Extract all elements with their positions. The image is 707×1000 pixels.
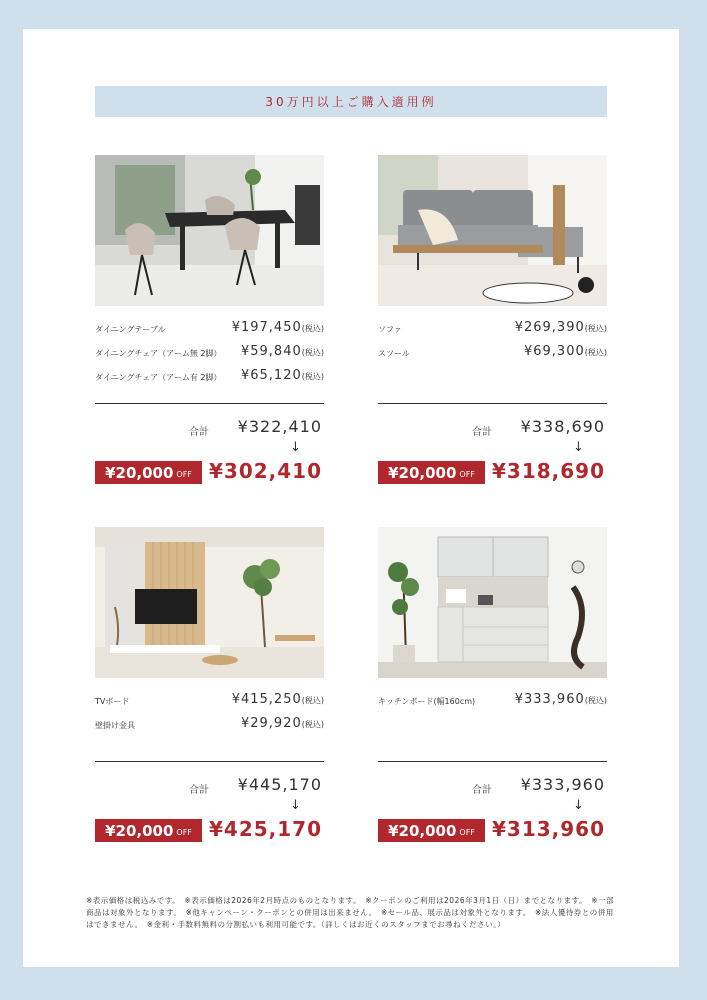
product-card-dining: [95, 155, 324, 483]
section-banner: [95, 86, 607, 117]
item-list: [95, 318, 324, 390]
divider: [95, 403, 324, 404]
coupon-amount: ¥20,000: [388, 463, 457, 482]
product-card-kitchenboard: [378, 527, 607, 841]
total-price: ¥333,960: [520, 775, 605, 794]
total-label: 合計: [472, 427, 492, 438]
dining-photo: [95, 155, 324, 306]
item-tax: (税込): [584, 324, 607, 333]
item-tax: (税込): [301, 348, 324, 357]
total-row: [378, 775, 607, 795]
total-label: 合計: [189, 785, 209, 796]
coupon-badge: [378, 819, 485, 842]
item-list: [95, 690, 324, 738]
list-item: [95, 318, 324, 342]
item-tax: (税込): [584, 348, 607, 357]
flyer-page: [23, 29, 679, 967]
list-item: [95, 714, 324, 738]
item-price-group: [515, 320, 607, 335]
final-price: ¥313,960: [491, 817, 605, 841]
item-name: ダイニングテーブル: [95, 325, 166, 334]
list-item: [95, 366, 324, 390]
item-name: ダイニングチェア（アーム有 2脚）: [95, 373, 222, 382]
item-price-group: [232, 320, 324, 335]
final-price: ¥425,170: [208, 817, 322, 841]
final-price: ¥302,410: [208, 459, 322, 483]
coupon-badge: [378, 461, 485, 484]
total-label: 合計: [472, 785, 492, 796]
coupon-off: OFF: [459, 827, 475, 837]
product-card-tvboard: [95, 527, 324, 841]
item-price-group: [241, 368, 324, 383]
item-name: ソファ: [378, 325, 402, 334]
item-price-group: [241, 344, 324, 359]
item-name: 壁掛け金具: [95, 721, 135, 730]
item-price-group: [241, 716, 324, 731]
item-tax: (税込): [301, 324, 324, 333]
total-row: [95, 775, 324, 795]
item-name: TVボード: [95, 697, 130, 706]
total-label: 合計: [189, 427, 209, 438]
final-price: ¥318,690: [491, 459, 605, 483]
total-row: [95, 417, 324, 437]
item-price: ¥415,250: [231, 692, 302, 707]
down-arrow-icon: ↓: [573, 440, 584, 455]
sofa-photo: [378, 155, 607, 306]
coupon-badge: [95, 819, 202, 842]
list-item: [95, 690, 324, 714]
item-price-group: [515, 692, 607, 707]
item-price: ¥333,960: [514, 692, 585, 707]
divider: [95, 761, 324, 762]
tvboard-photo: [95, 527, 324, 678]
kitchenboard-photo: [378, 527, 607, 678]
item-name: スツール: [378, 349, 410, 358]
item-name: キッチンボード(幅160cm): [378, 697, 476, 706]
down-arrow-icon: ↓: [573, 798, 584, 813]
coupon-badge: [95, 461, 202, 484]
list-item: [378, 318, 607, 342]
down-arrow-icon: ↓: [290, 440, 301, 455]
total-row: [378, 417, 607, 437]
coupon-amount: ¥20,000: [105, 463, 174, 482]
item-price-group: [524, 344, 607, 359]
total-price: ¥322,410: [237, 417, 322, 436]
coupon-off: OFF: [459, 469, 475, 479]
item-tax: (税込): [301, 372, 324, 381]
coupon-amount: ¥20,000: [388, 821, 457, 840]
item-name: ダイニングチェア（アーム無 2脚）: [95, 349, 222, 358]
coupon-off: OFF: [176, 827, 192, 837]
coupon-off: OFF: [176, 469, 192, 479]
total-price: ¥445,170: [237, 775, 322, 794]
coupon-amount: ¥20,000: [105, 821, 174, 840]
list-item: [378, 342, 607, 366]
item-price: ¥69,300: [523, 344, 585, 359]
item-price: ¥269,390: [514, 320, 585, 335]
item-price: ¥59,840: [240, 344, 302, 359]
product-card-sofa: [378, 155, 607, 483]
banner-title: 30万円以上ご購入適用例: [265, 95, 437, 109]
list-item: [95, 342, 324, 366]
item-price: ¥197,450: [231, 320, 302, 335]
item-tax: (税込): [584, 696, 607, 705]
divider: [378, 403, 607, 404]
item-list: [378, 318, 607, 366]
item-list: [378, 690, 607, 714]
footnotes: ※表示価格は税込みです。 ※表示価格は2026年2月時点のものとなります。 ※クーポンのご利用は2026年3月1日（日）までとなります。 ※一部商品は対象外となります。 ※他キャンペーン・クーポンとの併用は出来ません。 ※セール品、展示品は対象外となります。 ※法人優待券との併用はできません。 ※金利・手数料無料の分割払いも利用可能です。（詳しくはお近くのスタッフまでお尋ねください。）: [86, 896, 615, 929]
down-arrow-icon: ↓: [290, 798, 301, 813]
item-price-group: [232, 692, 324, 707]
list-item: [378, 690, 607, 714]
item-price: ¥65,120: [240, 368, 302, 383]
total-price: ¥338,690: [520, 417, 605, 436]
divider: [378, 761, 607, 762]
item-tax: (税込): [301, 720, 324, 729]
item-price: ¥29,920: [240, 716, 302, 731]
item-tax: (税込): [301, 696, 324, 705]
